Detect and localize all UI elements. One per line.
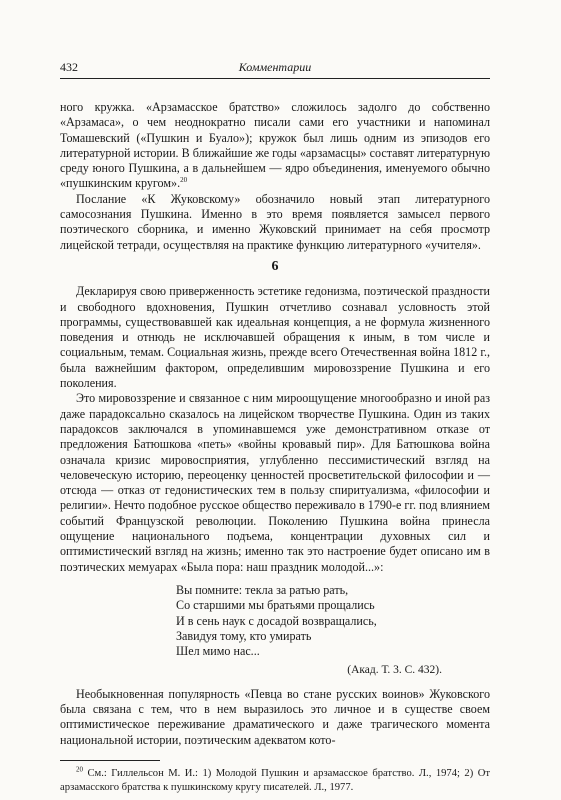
footnote-text: См.: Гиллельсон М. И.: 1) Молодой Пушкин и арзамасское братство. Л., 1974; 2) От арзамасского братства к пушкинскому кругу писателей. Л., 1977. bbox=[60, 767, 490, 793]
paragraph-2: Послание «К Жуковскому» обозначило новый этап литературного самосознания Пушкина. Именно в это время появляется замысел первого поэтического сборника, и именно Жуковский принимает на себя просмотр лицейской тетради, осуществляя на практике функцию литературного «учителя». bbox=[60, 191, 490, 252]
verse-line: И в сень наук с досадой возвращались, bbox=[176, 613, 377, 628]
paragraph-1: ного кружка. «Арзамасское братство» сложилось задолго до собственно «Арзамаса», о чем неоднократно писали сами его участники и напоминал Томашевский («Пушкин и Буало»); кружок был лишь одним из эпизодов его литературной истории. В ближайшие же годы «арзамасцы» составят литературную среду юного Пушкина, а в дальнейшем — ядро объединения, именуемого обычно «пушкинским кругом».$^{20}$ bbox=[60, 100, 490, 191]
footnote-number: 20 bbox=[76, 765, 83, 774]
verse-line: Завидуя тому, кто умирать bbox=[176, 628, 312, 643]
verse-line: Шел мимо нас... bbox=[176, 644, 260, 659]
footnote bbox=[60, 767, 490, 795]
running-header bbox=[60, 60, 490, 78]
verse-line: Со старшими мы братьями прощались bbox=[176, 598, 375, 613]
paragraph-3: Декларируя свою приверженность эстетике гедонизма, поэтической праздности и свободного вдохновения, Пушкин отчетливо сознавал условность этой программы, существовавшей как идеальная концепция, а не формула жизненного поведения и отнюдь не исключавшей обращения к иным, в том числе и социальным, темам. Социальная жизнь, прежде всего Отечественная война 1812 г., была важнейшим фактором, определившим мировоззрение Пушкина и его поколения. bbox=[60, 284, 490, 391]
page bbox=[60, 60, 490, 794]
section-number: 6 bbox=[271, 258, 279, 274]
verse-line: Вы помните: текла за ратью рать, bbox=[176, 582, 349, 597]
footnote-rule bbox=[60, 760, 160, 761]
paragraph-5: Необыкновенная популярность «Певца во стане русских воинов» Жуковского была связана с тем, что в нем выразилось это личное и в существе своем оптимистическое переживание драматического и даже трагического момента национальной истории, поэтическим адекватом кото- bbox=[60, 686, 490, 747]
running-title: Комментарии bbox=[238, 60, 312, 74]
page-number: 432 bbox=[60, 60, 78, 74]
paragraph-4: Это мировоззрение и связанное с ним мироощущение многообразно и иной раз даже парадоксально сказалось на лицейском творчестве Пушкина. Один из таких парадоксов заключался в упоминавшемся уже демонстративном отказе от предложения Батюшкова «петь» «войны кровавый пир». Для Батюшкова война означала кризис мировосприятия, углубленно пессимистический взгляд на человеческую историю, переоценку ценностей просветительской философии и — отсюда — отказ от гедонистических тем в пользу спиритуализма, «философии и религии». Нечто подобное русское общество переживало в 1790-е гг. под влиянием событий Французской революции. Поколению Пушкина война принесла ощущение национального подъема, концентрации духовных сил и оптимистический взгляд на жизнь; именно так это настроение будет описано им в поэтических мемуарах «Была пора: наш праздник молодой...»: bbox=[60, 391, 490, 574]
footnote-ref: 20 bbox=[180, 176, 188, 185]
verse-citation: (Акад. Т. 3. С. 432). bbox=[347, 664, 442, 677]
body-text bbox=[60, 100, 490, 794]
verse-quote bbox=[176, 583, 490, 659]
header-rule bbox=[60, 78, 490, 79]
